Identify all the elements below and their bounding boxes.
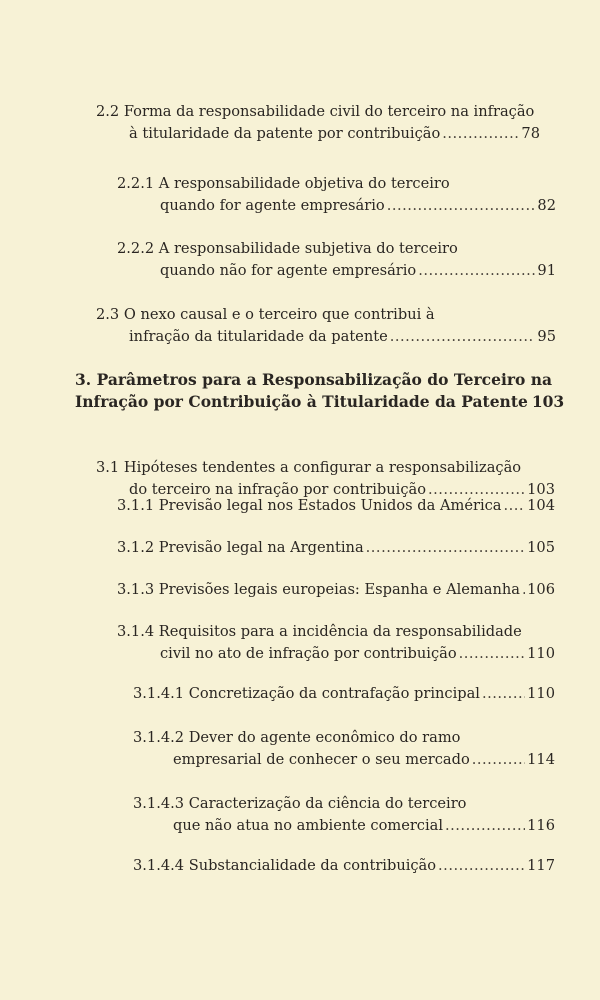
toc-entry-title-cont: do terceiro na infração por contribuição xyxy=(129,481,426,498)
toc-entry-title-cont: que não atua no ambiente comercial xyxy=(173,817,444,834)
toc-entry-title: 3.1.4 Requisitos para a incidência da responsabilidade xyxy=(117,623,522,640)
toc-chapter-3 xyxy=(75,369,565,413)
toc-chapter-title-cont: Infração por Contribuição à Titularidade da Patente xyxy=(75,392,528,411)
toc-entry-title: 3.1.1 Previsão legal nos Estados Unidos da América xyxy=(117,497,502,514)
toc-entry-title-cont: quando não for agente empresário xyxy=(160,262,417,279)
toc-entry-title: 3.1.4.2 Dever do agente econômico do ramo xyxy=(133,729,461,746)
toc-entry-title-cont: infração da titularidade da patente xyxy=(129,328,388,345)
toc-entry-title: 2.2.1 A responsabilidade objetiva do terceiro xyxy=(117,175,450,192)
leader-dots xyxy=(459,643,526,665)
toc-entry-title-cont: empresarial de conhecer o seu mercado xyxy=(173,751,470,768)
toc-page-number: 82 xyxy=(537,197,556,214)
toc-entry-3-1-4-2 xyxy=(133,727,555,771)
toc-entry-title-cont: à titularidade da patente por contribuição xyxy=(129,125,441,142)
toc-entry-2-3 xyxy=(96,304,556,348)
toc-entry-2-2-1 xyxy=(117,173,556,217)
toc-entry-title: 3.1 Hipóteses tendentes a configurar a responsabilização xyxy=(96,459,522,476)
toc-entry-3-1-4-1 xyxy=(133,683,555,705)
toc-entry-title: 3.1.4.3 Caracterização da ciência do terceiro xyxy=(133,795,467,812)
toc-entry-2-2 xyxy=(96,101,540,145)
toc-page-number: 103 xyxy=(531,392,565,411)
toc-entry-3-1-2 xyxy=(117,537,555,559)
leader-dots xyxy=(482,683,525,705)
leader-dots xyxy=(504,495,526,517)
toc-entry-title-cont: civil no ato de infração por contribuição xyxy=(160,645,457,662)
toc-entry-title: 2.2.2 A responsabilidade subjetiva do terceiro xyxy=(117,240,458,257)
toc-page-number: 110 xyxy=(527,645,555,662)
toc-entry-3-1-4-3 xyxy=(133,793,555,837)
toc-entry-title: 2.2 Forma da responsabilidade civil do terceiro na infração xyxy=(96,103,535,120)
toc-page-number: 103 xyxy=(527,481,555,498)
toc-entry-2-2-2 xyxy=(117,238,556,282)
toc-entry-3-1-3 xyxy=(117,579,555,601)
toc-page-number: 110 xyxy=(527,685,555,702)
toc-entry-title-cont: quando for agente empresário xyxy=(160,197,385,214)
toc-page-number: 117 xyxy=(527,857,555,874)
toc-entry-title: 3.1.3 Previsões legais europeias: Espanha e Alemanha xyxy=(117,581,520,598)
toc-page-number: 78 xyxy=(521,125,540,142)
toc-entry-title: 3.1.2 Previsão legal na Argentina xyxy=(117,539,364,556)
toc-entry-3-1-1 xyxy=(117,495,555,517)
leader-dots xyxy=(390,326,536,348)
toc-page-number: 114 xyxy=(527,751,555,768)
toc-entry-3-1-4 xyxy=(117,621,555,665)
leader-dots xyxy=(445,815,525,837)
toc-page-number: 116 xyxy=(527,817,555,834)
toc-page-number: 104 xyxy=(527,497,555,514)
toc-entry-title: 3.1.4.4 Substancialidade da contribuição xyxy=(133,857,437,874)
leader-dots xyxy=(366,537,525,559)
leader-dots xyxy=(522,579,525,601)
toc-page-number: 91 xyxy=(537,262,556,279)
toc-page-number: 106 xyxy=(527,581,555,598)
toc-entry-title: 2.3 O nexo causal e o terceiro que contribui à xyxy=(96,306,435,323)
toc-entry-title: 3.1.4.1 Concretização da contrafação principal xyxy=(133,685,480,702)
leader-dots xyxy=(438,855,525,877)
leader-dots xyxy=(418,260,535,282)
leader-dots xyxy=(472,749,525,771)
toc-entry-3-1-4-4 xyxy=(133,855,555,877)
toc-chapter-title: 3. Parâmetros para a Responsabilização do Terceiro na xyxy=(75,370,553,389)
toc-page-number: 95 xyxy=(537,328,556,345)
leader-dots xyxy=(442,123,519,145)
toc-page-number: 105 xyxy=(527,539,555,556)
leader-dots xyxy=(387,195,536,217)
